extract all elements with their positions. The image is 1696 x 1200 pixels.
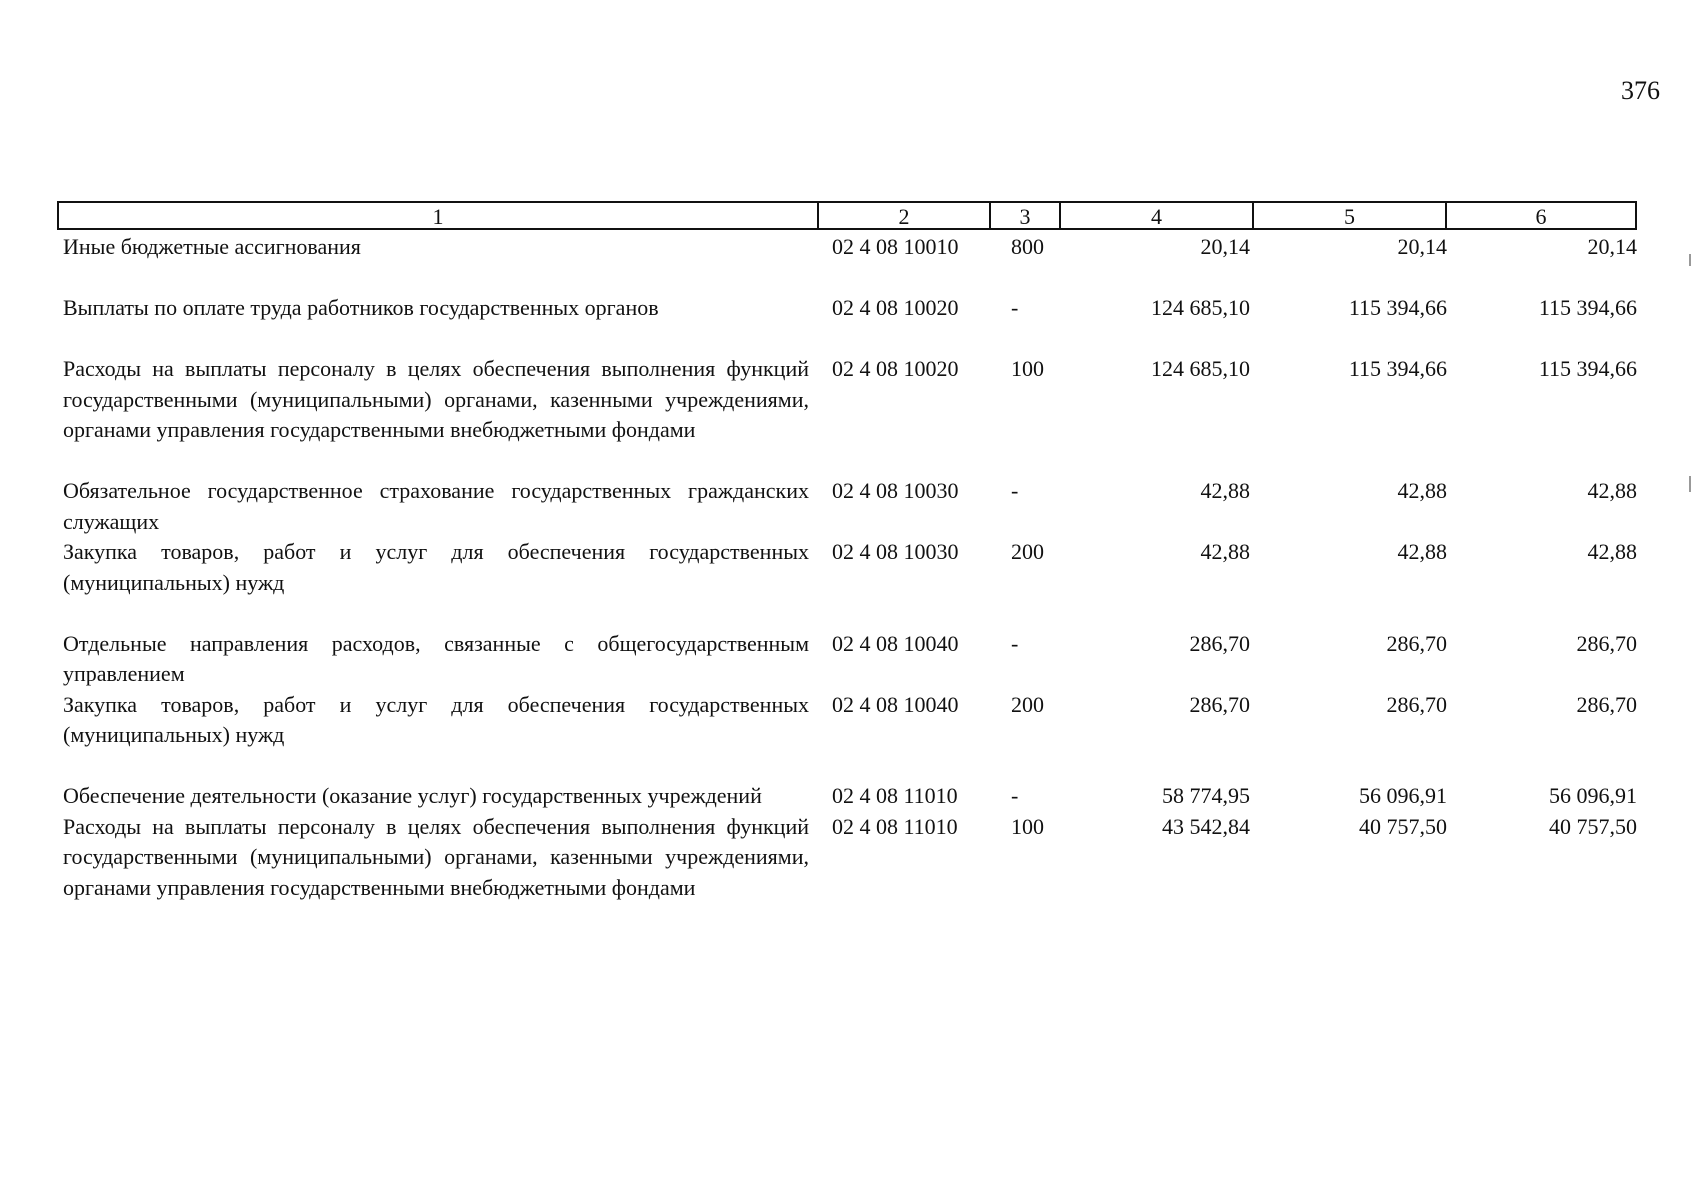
row-value-col6: 286,70 xyxy=(1576,630,1637,656)
row-value-col4: 43 542,84 xyxy=(1162,813,1250,839)
header-col-6: 6 xyxy=(1445,203,1635,229)
row-name: Иные бюджетные ассигнования xyxy=(63,234,361,259)
row-value-col5: 20,14 xyxy=(1397,234,1447,259)
row-value-col5: 56 096,91 xyxy=(1359,783,1447,808)
table-row xyxy=(63,232,1643,263)
row-value-col6: 115 394,66 xyxy=(1538,295,1637,320)
row-value-col6: 286,70 xyxy=(1576,691,1637,717)
table-row xyxy=(63,354,1643,446)
row-value-col6: 56 096,91 xyxy=(1549,783,1637,808)
row-code: 02 4 08 10040 xyxy=(832,691,959,717)
table-row xyxy=(63,629,1643,690)
row-code: 02 4 08 11010 xyxy=(832,813,958,839)
row-name: Обеспечение деятельности (оказание услуг) государственных учреждений xyxy=(63,783,762,808)
row-expense-type: 200 xyxy=(1011,691,1044,717)
row-value-col5: 42,88 xyxy=(1397,539,1447,564)
header-col-4: 4 xyxy=(1059,203,1252,229)
row-value-col4: 124 685,10 xyxy=(1151,356,1250,381)
header-col-2: 2 xyxy=(817,203,989,229)
row-value-col5: 115 394,66 xyxy=(1348,295,1447,320)
row-expense-type: - xyxy=(1011,478,1019,503)
row-name: Расходы на выплаты персоналу в целях обеспечения выполнения функций государственными (муниципальными) органами, казенными учреждениями, органами управления государственными внебюджетными фондами xyxy=(63,356,809,442)
row-expense-type: - xyxy=(1011,783,1019,808)
table-header xyxy=(57,201,1637,230)
row-name: Отдельные направления расходов, связанные с общегосударственным управлением xyxy=(63,630,809,686)
row-value-col6: 115 394,66 xyxy=(1538,356,1637,381)
row-value-col5: 286,70 xyxy=(1386,630,1447,656)
row-expense-type: 200 xyxy=(1011,539,1044,564)
row-value-col6: 42,88 xyxy=(1587,539,1637,564)
row-value-col4: 286,70 xyxy=(1189,691,1250,717)
row-value-col4: 42,88 xyxy=(1200,539,1250,564)
row-name: Выплаты по оплате труда работников государственных органов xyxy=(63,295,659,320)
row-expense-type: - xyxy=(1011,295,1019,320)
row-expense-type: 800 xyxy=(1011,234,1044,259)
table-row xyxy=(63,690,1643,751)
row-value-col5: 42,88 xyxy=(1397,478,1447,503)
row-code: 02 4 08 10020 xyxy=(832,356,959,381)
row-expense-type: 100 xyxy=(1011,813,1044,839)
row-value-col4: 58 774,95 xyxy=(1162,783,1250,808)
table-row xyxy=(63,812,1643,904)
row-value-col4: 124 685,10 xyxy=(1151,295,1250,320)
row-code: 02 4 08 10030 xyxy=(832,539,959,564)
row-code: 02 4 08 10030 xyxy=(832,478,959,503)
row-expense-type: - xyxy=(1011,630,1019,656)
row-value-col6: 20,14 xyxy=(1587,234,1637,259)
table-row xyxy=(63,293,1643,324)
row-name: Закупка товаров, работ и услуг для обеспечения государственных (муниципальных) нужд xyxy=(63,539,809,595)
row-value-col5: 115 394,66 xyxy=(1348,356,1447,381)
row-value-col4: 42,88 xyxy=(1200,478,1250,503)
row-value-col4: 286,70 xyxy=(1189,630,1250,656)
header-col-3: 3 xyxy=(989,203,1059,229)
row-value-col4: 20,14 xyxy=(1200,234,1250,259)
row-expense-type: 100 xyxy=(1011,356,1044,381)
table-body xyxy=(63,232,1643,903)
header-col-1: 1 xyxy=(432,204,444,229)
row-value-col6: 42,88 xyxy=(1587,478,1637,503)
scan-artifact-mark xyxy=(1689,254,1691,266)
table-row xyxy=(63,537,1643,598)
page-number: 376 xyxy=(1621,76,1660,105)
row-name: Обязательное государственное страхование государственных гражданских служащих xyxy=(63,478,809,534)
row-code: 02 4 08 10040 xyxy=(832,630,959,656)
row-value-col5: 40 757,50 xyxy=(1359,813,1447,839)
row-code: 02 4 08 10020 xyxy=(832,295,959,320)
row-name: Расходы на выплаты персоналу в целях обеспечения выполнения функций государственными (муниципальными) органами, казенными учреждениями, органами управления государственными внебюджетными фондами xyxy=(63,813,809,900)
table-row xyxy=(63,476,1643,537)
row-name: Закупка товаров, работ и услуг для обеспечения государственных (муниципальных) нужд xyxy=(63,691,809,747)
table-row xyxy=(63,781,1643,812)
row-code: 02 4 08 11010 xyxy=(832,783,958,808)
row-value-col5: 286,70 xyxy=(1386,691,1447,717)
row-value-col6: 40 757,50 xyxy=(1549,813,1637,839)
header-col-5: 5 xyxy=(1252,203,1445,229)
scan-artifact-mark xyxy=(1689,476,1691,492)
row-code: 02 4 08 10010 xyxy=(832,234,959,259)
